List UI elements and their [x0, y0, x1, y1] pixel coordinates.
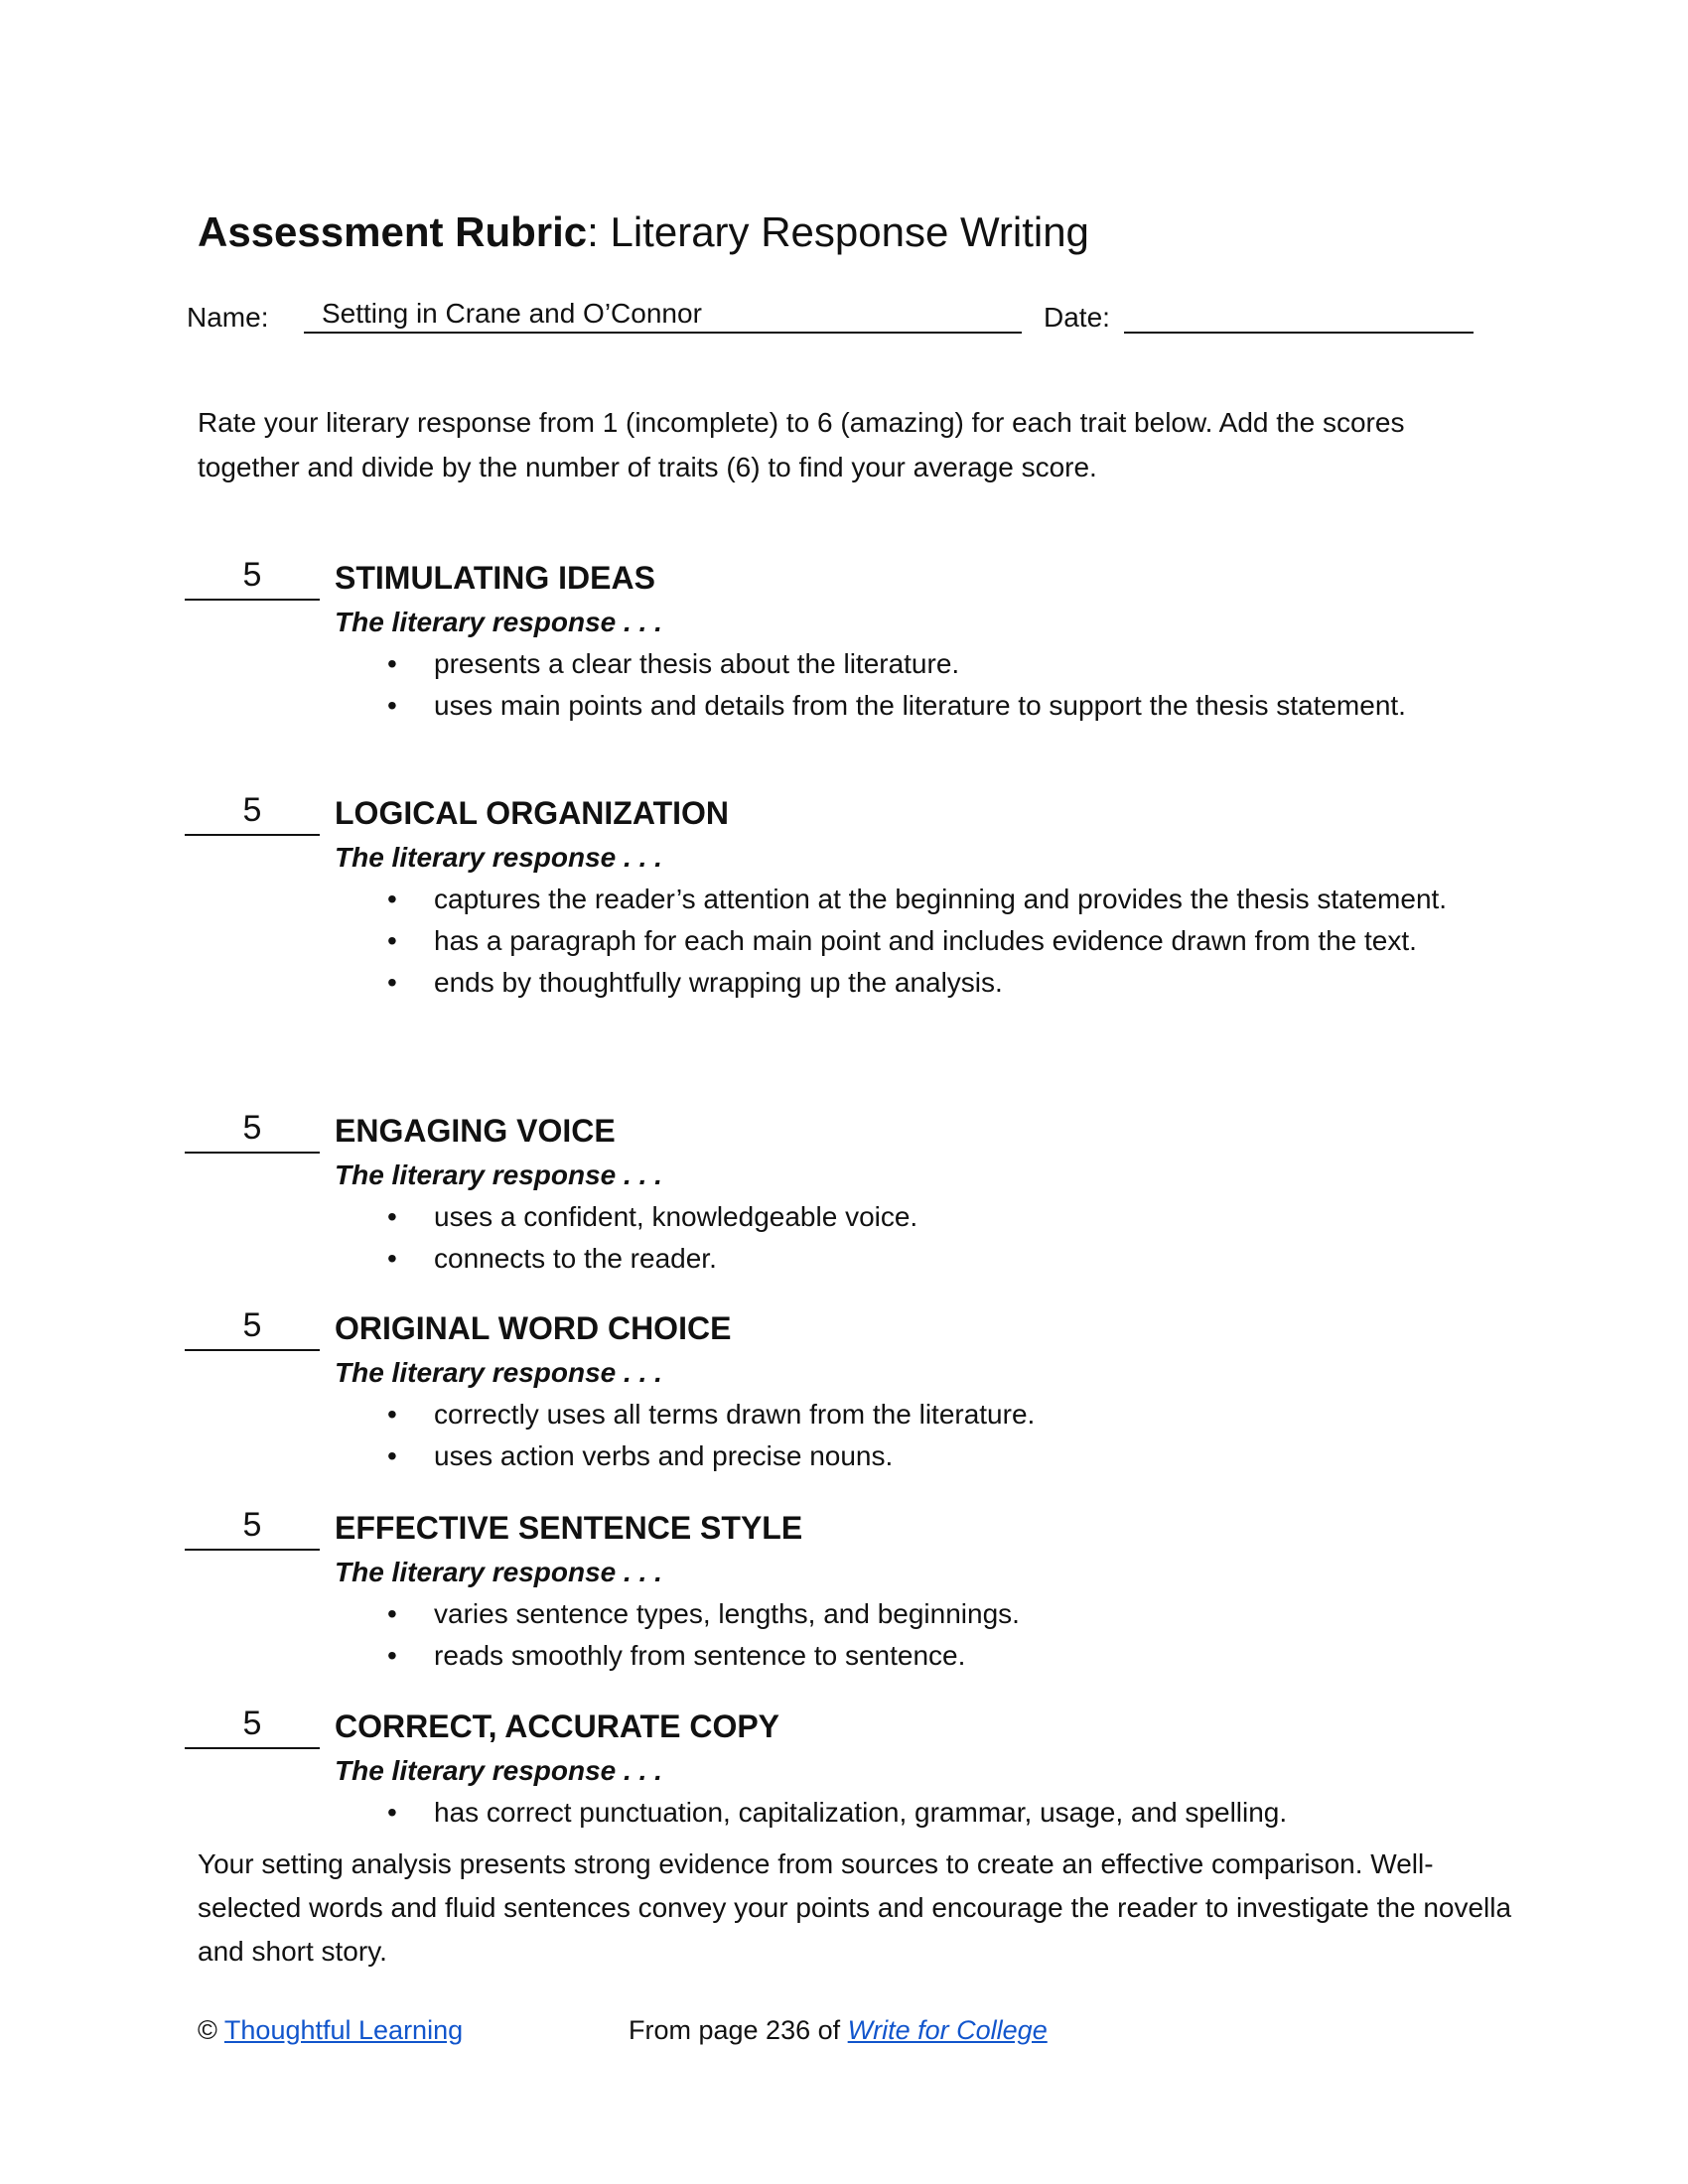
book-link[interactable]: Write for College [847, 2015, 1048, 2045]
trait-title: ENGAGING VOICE [335, 1113, 616, 1149]
score-blank[interactable]: 5 [185, 1303, 320, 1351]
bullet-item: • connects to the reader. [387, 1238, 1489, 1280]
bullet-item: • has correct punctuation, capitalization, grammar, usage, and spelling. [387, 1792, 1489, 1834]
trait-title: LOGICAL ORGANIZATION [335, 795, 730, 831]
trait-subhead: The literary response . . . [335, 1357, 662, 1388]
score-blank[interactable]: 5 [185, 1106, 320, 1154]
bullet-item: • has a paragraph for each main point and includes evidence drawn from the text. [387, 920, 1489, 962]
trait-title: CORRECT, ACCURATE COPY [335, 1708, 780, 1744]
name-field[interactable]: Setting in Crane and O’Connor [304, 294, 1022, 334]
trait-bullet-list [387, 1792, 1489, 1834]
publisher-link[interactable]: Thoughtful Learning [223, 2015, 464, 2045]
trait-bullet-list [387, 1593, 1489, 1677]
bullet-item: • uses main points and details from the literature to support the thesis statement. [387, 685, 1489, 727]
trait-subhead: The literary response . . . [335, 1160, 662, 1190]
copyright-notice [198, 2010, 463, 2050]
date-field[interactable] [1124, 294, 1474, 334]
score-blank[interactable]: 5 [185, 1702, 320, 1749]
page-title-bold: Assessment Rubric [198, 208, 588, 255]
trait-bullet-list [387, 1196, 1489, 1280]
trait-title: EFFECTIVE SENTENCE STYLE [335, 1510, 803, 1546]
bullet-item: • uses a confident, knowledgeable voice. [387, 1196, 1489, 1238]
score-blank[interactable]: 5 [185, 788, 320, 836]
trait-bullet-list [387, 643, 1489, 727]
source-prefix: From page 236 of [629, 2015, 841, 2045]
page-title [198, 203, 1089, 262]
trait-title: STIMULATING IDEAS [335, 560, 655, 596]
name-label: Name: [187, 302, 269, 333]
source-citation [629, 2010, 1048, 2050]
date-label: Date: [1044, 302, 1110, 333]
trait-bullet-list [387, 1394, 1489, 1477]
bullet-item: • presents a clear thesis about the literature. [387, 643, 1489, 685]
trait-title: ORIGINAL WORD CHOICE [335, 1310, 732, 1346]
bullet-item: • ends by thoughtfully wrapping up the analysis. [387, 962, 1489, 1004]
page-title-rest: : Literary Response Writing [587, 208, 1089, 255]
instructions: Rate your literary response from 1 (incomplete) to 6 (amazing) for each trait below. Add the scores together and divide by the number of traits (6) to find your average score. [198, 407, 1405, 482]
bullet-item: • captures the reader’s attention at the beginning and provides the thesis statement. [387, 879, 1489, 920]
bullet-item: • uses action verbs and precise nouns. [387, 1435, 1489, 1477]
copyright-symbol: © [198, 2015, 217, 2045]
score-blank[interactable]: 5 [185, 553, 320, 601]
trait-subhead: The literary response . . . [335, 1755, 662, 1786]
teacher-comment: Your setting analysis presents strong evidence from sources to create an effective comparison. Well-selected words and fluid sentences convey your points and encourage the reader to investigate the novella and short story. [198, 1848, 1512, 1967]
bullet-item: • reads smoothly from sentence to sentence. [387, 1635, 1489, 1677]
trait-subhead: The literary response . . . [335, 1557, 662, 1587]
trait-subhead: The literary response . . . [335, 842, 662, 873]
trait-bullet-list [387, 879, 1489, 1004]
score-blank[interactable]: 5 [185, 1503, 320, 1551]
bullet-item: • correctly uses all terms drawn from the literature. [387, 1394, 1489, 1435]
trait-subhead: The literary response . . . [335, 607, 662, 637]
bullet-item: • varies sentence types, lengths, and beginnings. [387, 1593, 1489, 1635]
